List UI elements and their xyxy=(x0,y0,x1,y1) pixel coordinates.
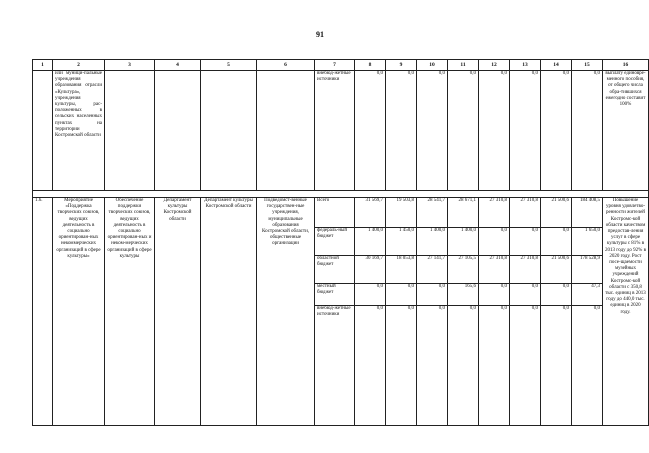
table-cell: 31 569,7 xyxy=(355,198,386,228)
source-label: федераль-ный бюджет xyxy=(315,228,355,256)
column-header: 10 xyxy=(417,60,448,71)
table-cell: 0,0 xyxy=(417,306,448,426)
page-number: 91 xyxy=(316,30,324,39)
table-cell: 30 169,7 xyxy=(355,256,386,284)
table-cell: 18 053,8 xyxy=(386,256,417,284)
table-cell xyxy=(105,71,155,191)
spacer-row xyxy=(33,191,649,198)
column-header: 8 xyxy=(355,60,386,71)
table-cell: 0,0 xyxy=(572,71,603,191)
table-cell: 0,0 xyxy=(541,228,572,256)
table-cell: 27 310,8 xyxy=(510,256,541,284)
table-cell: 0,0 xyxy=(355,306,386,426)
column-header: 6 xyxy=(257,60,315,71)
table-row xyxy=(33,198,649,228)
table-cell: 21 500,6 xyxy=(541,198,572,228)
table-cell: Повышение уровня удовлетво-ренности жителей Костромс-кой области качеством предостав-ления услуг в сфере культуры с 81% в 2013 году до 92% в 2020 году. Рост посе-щаемости музейных учреждений Костромс-кой области с 350,8 тыс. единиц в 2013 году до 440,0 тыс. единиц в 2020 году. xyxy=(603,198,649,426)
table-cell: 184 408,5 xyxy=(572,198,603,228)
table-cell: 0,0 xyxy=(417,284,448,306)
table-cell: 0,0 xyxy=(479,228,510,256)
table-cell: 0,0 xyxy=(355,284,386,306)
table-cell: 19 503,8 xyxy=(386,198,417,228)
table-cell: 27 310,8 xyxy=(510,198,541,228)
column-header: 5 xyxy=(201,60,257,71)
header-row xyxy=(33,60,649,71)
column-header: 3 xyxy=(105,60,155,71)
table-cell: 0,0 xyxy=(541,284,572,306)
table-cell: Мероприятие «Поддержка творческих союзов, ведущих деятельность в социально ориентирован-ных некоммерческих организаций в сфере культуры» xyxy=(53,198,105,426)
column-header: 2 xyxy=(53,60,105,71)
table-cell: 0,0 xyxy=(479,284,510,306)
table-cell: 165,6 xyxy=(448,284,479,306)
table-cell: 0,0 xyxy=(417,71,448,191)
table-cell: 0,0 xyxy=(510,306,541,426)
column-header: 14 xyxy=(541,60,572,71)
table-cell: 27 105,5 xyxy=(448,256,479,284)
column-header: 15 xyxy=(572,60,603,71)
table-cell: 0,0 xyxy=(510,71,541,191)
column-header: 13 xyxy=(510,60,541,71)
program-table xyxy=(32,59,649,426)
table-cell: 0,0 xyxy=(572,306,603,426)
column-header: 1 xyxy=(33,60,53,71)
source-label: местный бюджет xyxy=(315,284,355,306)
table-cell: 0,0 xyxy=(448,71,479,191)
table-cell: 0,0 xyxy=(479,71,510,191)
table-cell: Департамент культуры Костромской области xyxy=(155,198,201,426)
table-cell: 178 528,9 xyxy=(572,256,603,284)
table-cell: 0,0 xyxy=(510,284,541,306)
table-cell: 28 541,7 xyxy=(417,198,448,228)
table-cell: 1 400,0 xyxy=(355,228,386,256)
table-cell: внебюд-жетные источники xyxy=(315,71,355,191)
table-cell: Обеспечение поддержки творческих союзов, ведущих деятельность в социально ориентирован-ных и неком-мерческих организаций в сфере культуры xyxy=(105,198,155,426)
source-label: внебюд-жетные источники xyxy=(315,306,355,426)
table-cell xyxy=(257,71,315,191)
table-cell: 1 650,0 xyxy=(572,228,603,256)
spacer-cell xyxy=(33,191,649,198)
column-header: 9 xyxy=(386,60,417,71)
table-cell xyxy=(155,71,201,191)
table-cell: 0,0 xyxy=(355,71,386,191)
table-cell: 0,0 xyxy=(541,306,572,426)
column-header: 12 xyxy=(479,60,510,71)
table-cell: 1 450,0 xyxy=(386,228,417,256)
table-cell: 27 141,7 xyxy=(417,256,448,284)
column-header: 16 xyxy=(603,60,649,71)
table-cell xyxy=(33,71,53,191)
column-header: 7 xyxy=(315,60,355,71)
table-cell: 21 500,6 xyxy=(541,256,572,284)
table-cell: 27 310,8 xyxy=(479,256,510,284)
table-cell: 1 400,0 xyxy=(417,228,448,256)
table-cell: 47,3 xyxy=(572,284,603,306)
item-number: 1.6. xyxy=(33,198,53,426)
table-cell: 0,0 xyxy=(386,71,417,191)
table-cell: 0,0 xyxy=(510,228,541,256)
table-cell: 0,0 xyxy=(448,306,479,426)
table-cell: 28 671,1 xyxy=(448,198,479,228)
table-row xyxy=(33,71,649,191)
table-cell: выплату единовре-менного пособия, от общего числа обра-тившихся ежегодно составит 100% xyxy=(603,71,649,191)
table-cell: 27 310,8 xyxy=(479,198,510,228)
source-label: Всего xyxy=(315,198,355,228)
table-cell: Департамент культуры Костромской области xyxy=(201,198,257,426)
column-header: 11 xyxy=(448,60,479,71)
table-cell: или муници-пальные учреждения образования отрасли «Культура», учреждения культуры, рас-положенных в сельских населенных пунктах на территории Костромской области xyxy=(53,71,105,191)
table-cell xyxy=(201,71,257,191)
table-cell: 0,0 xyxy=(386,306,417,426)
table-cell: Подведомст-венные государствен-ные учреждения, муниципальные образования Костромской области, общественные организации xyxy=(257,198,315,426)
table-cell: 0,0 xyxy=(541,71,572,191)
table-cell: 0,0 xyxy=(479,306,510,426)
source-label: областной бюджет xyxy=(315,256,355,284)
table-cell: 0,0 xyxy=(386,284,417,306)
column-header: 4 xyxy=(155,60,201,71)
table-cell: 1 400,0 xyxy=(448,228,479,256)
